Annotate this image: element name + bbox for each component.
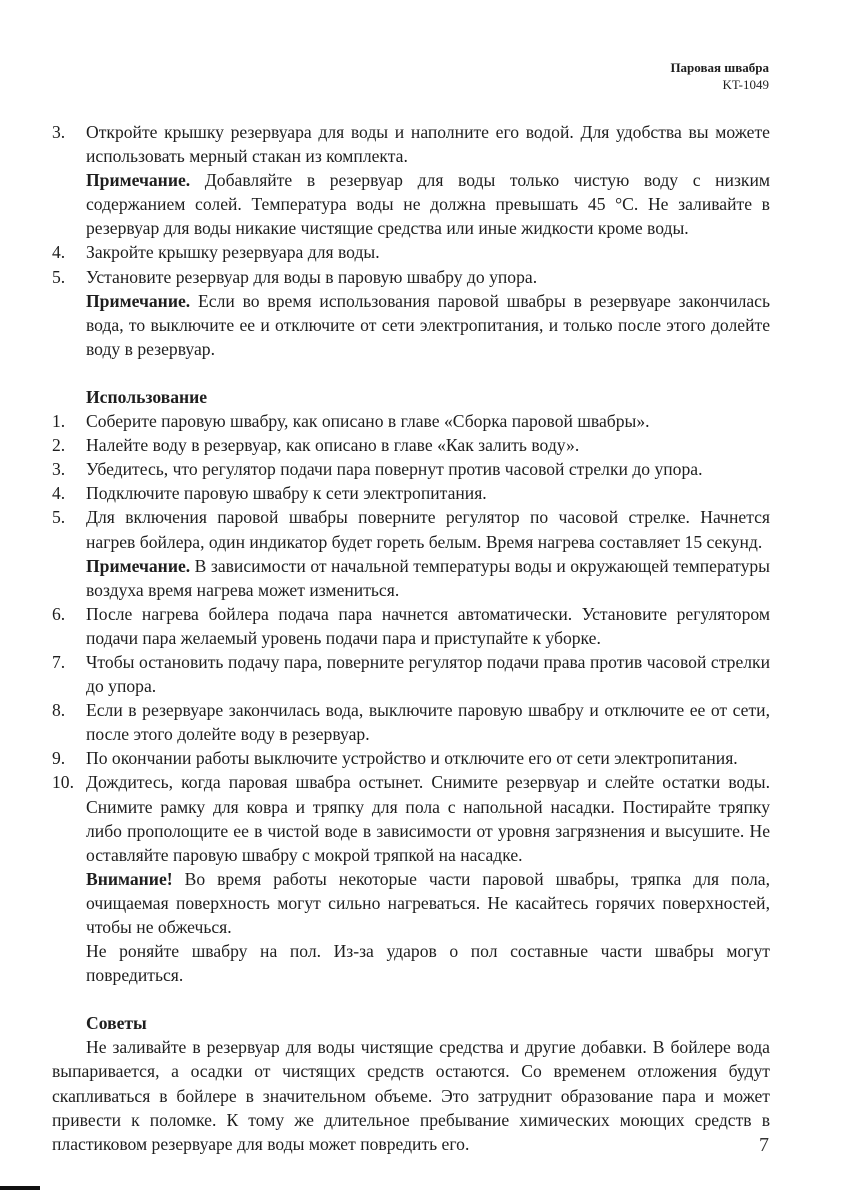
item-text: Подключите паровую швабру к сети электропитания. — [86, 483, 487, 504]
item-number: 10. — [52, 772, 74, 793]
item-number: 4. — [52, 242, 66, 263]
fill-steps-list — [52, 120, 770, 361]
header-title: Паровая швабра — [670, 60, 769, 75]
item-number: 1. — [52, 411, 66, 432]
item-number: 9. — [52, 748, 66, 769]
list-item — [52, 481, 770, 505]
note-label: Примечание. — [86, 170, 191, 191]
item-number: 5. — [52, 266, 66, 287]
item-text: Закройте крышку резервуара для воды. — [86, 242, 380, 263]
list-item — [52, 409, 770, 433]
list-item — [52, 120, 770, 168]
note-text: Если во время использования паровой швабры в резервуаре закончилась вода, то выключите ее и отключите от сети электропитания, и только после этого долейте воду в резервуар. — [86, 290, 770, 359]
list-item — [52, 650, 770, 698]
header-model: KT-1049 — [722, 77, 769, 92]
list-item — [52, 265, 770, 289]
item-text: Убедитесь, что регулятор подачи пара повернут против часовой стрелки до упора. — [86, 459, 703, 480]
note-text: Добавляйте в резервуар для воды только чистую воду с низким содержанием солей. Температура воды не должна превышать 45 °С. Не заливайте в резервуар для воды никакие чистящие средства или иные жидкости кроме воды. — [86, 170, 770, 239]
item-text: Налейте воду в резервуар, как описано в главе «Как залить воду». — [86, 435, 580, 456]
warning-label: Внимание! — [86, 868, 173, 889]
page-content — [52, 120, 770, 1156]
item-number: 5. — [52, 507, 66, 528]
item-text: Установите резервуар для воды в паровую швабру до упора. — [86, 266, 538, 287]
item-text: После нагрева бойлера подача пара начнется автоматически. Установите регулятором подачи пара желаемый уровень подачи пара и приступайте к уборке. — [86, 603, 770, 648]
page-number: 7 — [759, 1134, 769, 1156]
footer-mark — [0, 1186, 40, 1190]
item-number: 6. — [52, 603, 66, 624]
item-number: 3. — [52, 459, 66, 480]
note-paragraph — [52, 554, 770, 602]
list-item — [52, 433, 770, 457]
item-number: 7. — [52, 651, 66, 672]
list-item — [52, 457, 770, 481]
note-label: Примечание. — [86, 555, 191, 576]
item-text: Дождитесь, когда паровая швабра остынет. Снимите резервуар и слейте остатки воды. Снимите рамку для ковра и тряпку для пола с напольной насадки. Постирайте тряпку либо прополощите ее в чистой воде в зависимости от уровня загрязнения и высушите. Не оставляйте паровую швабру с мокрой тряпкой на насадке. — [86, 772, 770, 865]
item-text: Для включения паровой швабры поверните регулятор по часовой стрелке. Начнется нагрев бойлера, один индикатор будет гореть белым. Время нагрева составляет 15 секунд. — [86, 507, 770, 552]
warning-text: Во время работы некоторые части паровой швабры, тряпка для пола, очищаемая поверхность могут сильно нагреваться. Не касайтесь горячих поверхностей, чтобы не обжечься. — [86, 868, 770, 937]
section-title-usage: Использование — [86, 386, 208, 407]
item-number: 8. — [52, 700, 66, 721]
usage-steps-list — [52, 409, 770, 987]
tips-paragraph: Не заливайте в резервуар для воды чистящие средства и другие добавки. В бойлере вода выпаривается, а осадки от чистящих средств остаются. Со временем отложения будут скапливаться в бойлере в значительном объеме. Это затруднит образование пара и может привести к поломке. К тому же длительное пребывание химических моющих средств в пластиковом резервуаре для воды может повредить его. — [52, 1037, 770, 1154]
note-paragraph — [52, 168, 770, 240]
list-item — [52, 240, 770, 264]
page-header — [670, 59, 769, 93]
caution-paragraph: Не роняйте швабру на пол. Из-за ударов о пол составные части швабры могут повредиться. — [86, 941, 770, 986]
list-item — [52, 505, 770, 553]
item-text: Соберите паровую швабру, как описано в главе «Сборка паровой швабры». — [86, 411, 650, 432]
list-item — [52, 770, 770, 866]
warning-paragraph — [52, 867, 770, 939]
item-number: 3. — [52, 122, 66, 142]
item-text: Откройте крышку резервуара для воды и наполните его водой. Для удобства вы можете использовать мерный стакан из комплекта. — [86, 122, 770, 167]
list-item — [52, 602, 770, 650]
section-title-tips: Советы — [86, 1013, 147, 1034]
note-paragraph — [52, 289, 770, 361]
item-number: 2. — [52, 435, 66, 456]
list-item — [52, 698, 770, 746]
note-label: Примечание. — [86, 290, 191, 311]
item-text: По окончании работы выключите устройство и отключите его от сети электропитания. — [86, 748, 738, 769]
note-text: В зависимости от начальной температуры воды и окружающей температуры воздуха время нагрева может измениться. — [86, 555, 770, 600]
item-text: Чтобы остановить подачу пара, поверните регулятор подачи права против часовой стрелки до упора. — [86, 651, 770, 697]
item-number: 4. — [52, 483, 66, 504]
item-text: Если в резервуаре закончилась вода, выключите паровую швабру и отключите ее от сети, после этого долейте воду в резервуар. — [86, 700, 770, 745]
list-item — [52, 746, 770, 770]
